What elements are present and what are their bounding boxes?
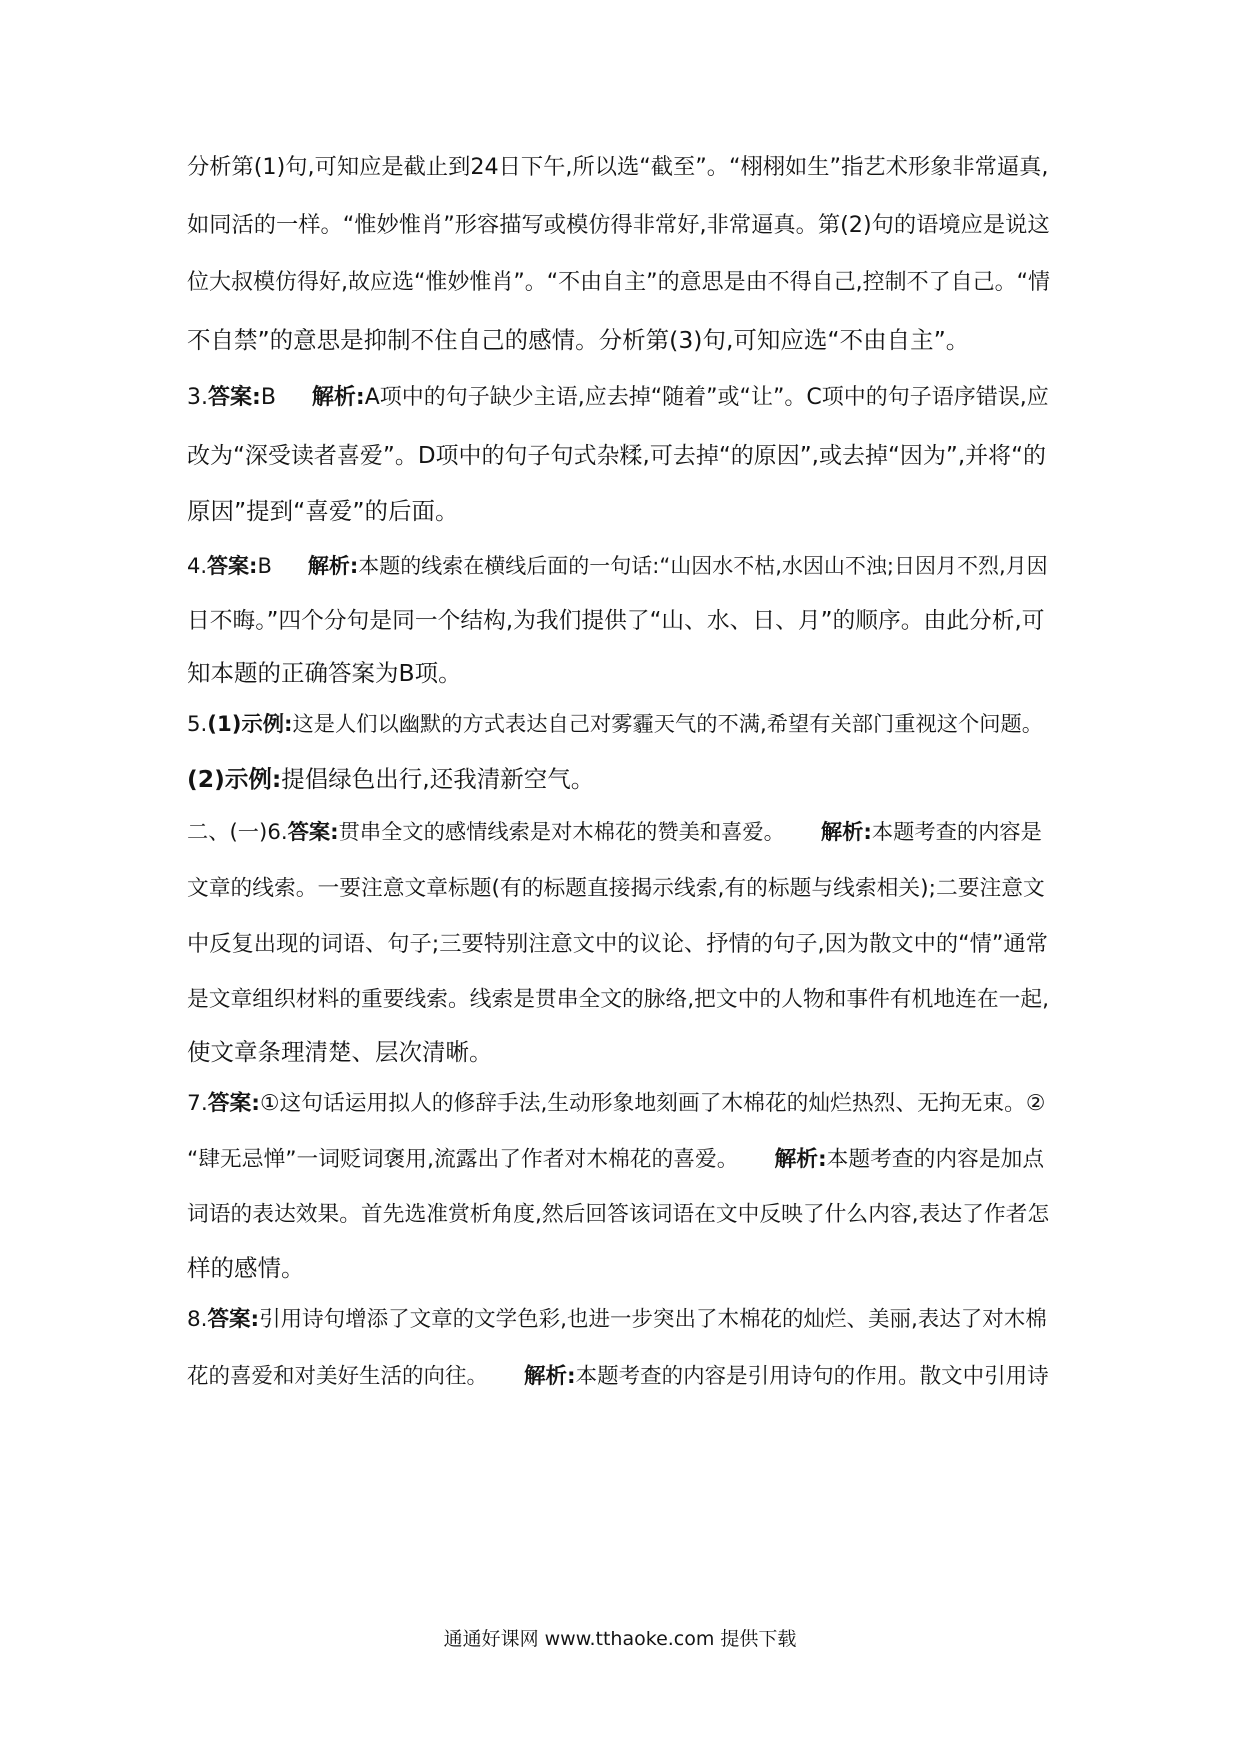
text-line bbox=[187, 1253, 305, 1283]
text-segment: 位大叔模仿得好,故应选“惟妙惟肖”。“不由自主”的意思是由不得自己,控制不了自己。“情 bbox=[187, 270, 1050, 295]
explanation-label: 解析: bbox=[524, 1364, 576, 1389]
text-segment: 本题考查的内容是加点 bbox=[826, 1147, 1045, 1172]
answer-6-line bbox=[187, 818, 1042, 848]
text-line bbox=[187, 1362, 1049, 1392]
text-line bbox=[187, 152, 1048, 182]
answer-value: B bbox=[257, 554, 272, 578]
text-segment: 这是人们以幽默的方式表达自己对雾霾天气的不满,希望有关部门重视这个问题。 bbox=[292, 712, 1044, 737]
text-line bbox=[187, 874, 1045, 904]
question-number: 3. bbox=[187, 385, 208, 410]
text-segment: 是文章组织材料的重要线索。线索是贯串全文的脉络,把文中的人物和事件有机地连在一起, bbox=[187, 987, 1050, 1012]
text-segment: 知本题的正确答案为B项。 bbox=[187, 659, 462, 687]
answer-4-line bbox=[187, 551, 1048, 581]
question-number: 4. bbox=[187, 554, 208, 578]
text-line bbox=[187, 1037, 493, 1067]
answer-7-line bbox=[187, 1089, 1045, 1119]
answer-label: 答案: bbox=[207, 1307, 260, 1332]
text-line bbox=[187, 658, 462, 688]
text-segment: 原因”提到“喜爱”的后面。 bbox=[187, 497, 459, 525]
text-segment: 本题考查的内容是 bbox=[871, 820, 1042, 845]
text-segment: 本题考查的内容是引用诗句的作用。散文中引用诗 bbox=[575, 1364, 1049, 1389]
text-segment: 使文章条理清楚、层次清晰。 bbox=[187, 1038, 493, 1066]
text-segment: 不自禁”的意思是抑制不住自己的感情。分析第(3)句,可知应选“不由自主”。 bbox=[187, 326, 970, 354]
text-segment: 文章的线索。一要注意文章标题(有的标题直接揭示线索,有的标题与线索相关);二要注意文 bbox=[187, 876, 1045, 901]
answer-value: B bbox=[260, 385, 276, 410]
text-line bbox=[187, 441, 1046, 471]
question-number: 8. bbox=[187, 1307, 208, 1332]
answer-label: 答案: bbox=[207, 1091, 260, 1116]
example-label: (1)示例: bbox=[207, 712, 293, 737]
text-line bbox=[187, 496, 459, 526]
text-segment: 提倡绿色出行,还我清新空气。 bbox=[281, 765, 595, 793]
text-line bbox=[187, 764, 594, 794]
answer-label: 答案: bbox=[208, 385, 261, 410]
text-segment: 中反复出现的词语、句子;三要特别注意文中的议论、抒情的句子,因为散文中的“情”通常 bbox=[187, 931, 1048, 957]
question-number: 7. bbox=[187, 1091, 208, 1116]
answer-5-line bbox=[187, 710, 1043, 740]
text-line bbox=[187, 1200, 1049, 1230]
text-segment: 本题的线索在横线后面的一句话:“山因水不枯,水因山不浊;日因月不烈,月因 bbox=[358, 554, 1048, 578]
text-segment: 如同活的一样。“惟妙惟肖”形容描写或模仿得非常好,非常逼真。第(2)句的语境应是说这 bbox=[187, 212, 1050, 238]
answer-label: 答案: bbox=[207, 554, 258, 578]
text-segment: 日不晦。”四个分句是同一个结构,为我们提供了“山、水、日、月”的顺序。由此分析,可 bbox=[187, 608, 1045, 634]
text-segment: “肆无忌惮”一词贬词褒用,流露出了作者对木棉花的喜爱。 bbox=[187, 1147, 739, 1172]
example-label: (2)示例: bbox=[187, 765, 282, 793]
text-line bbox=[187, 606, 1044, 636]
answer-label: 答案: bbox=[287, 820, 339, 845]
text-segment: 改为“深受读者喜爱”。D项中的句子句式杂糅,可去掉“的原因”,或去掉“因为”,并将“的 bbox=[187, 443, 1047, 469]
text-segment: 样的感情。 bbox=[187, 1254, 305, 1282]
text-segment: ①这句话运用拟人的修辞手法,生动形象地刻画了木棉花的灿烂热烈、无拘无束。② bbox=[259, 1091, 1046, 1116]
text-segment: 引用诗句增添了文章的文学色彩,也进一步突出了木棉花的灿烂、美丽,表达了对木棉 bbox=[259, 1307, 1047, 1332]
question-number: 5. bbox=[187, 712, 208, 737]
explanation-label: 解析: bbox=[311, 385, 365, 410]
answer-8-line bbox=[187, 1305, 1047, 1335]
page-footer: 通通好课网 www.tthaoke.com 提供下载 bbox=[443, 1628, 797, 1650]
text-line bbox=[187, 268, 1050, 298]
text-line bbox=[187, 1145, 1044, 1175]
text-line bbox=[187, 325, 969, 355]
explanation-label: 解析: bbox=[307, 554, 359, 578]
text-segment: 分析第(1)句,可知应是截止到24日下午,所以选“截至”。“栩栩如生”指艺术形象非常逼真, bbox=[187, 154, 1049, 180]
explanation-label: 解析: bbox=[820, 820, 872, 845]
answer-3-line bbox=[187, 383, 1049, 413]
text-segment: A项中的句子缺少主语,应去掉“随着”或“让”。C项中的句子语序错误,应 bbox=[364, 385, 1049, 410]
text-segment: 词语的表达效果。首先选准赏析角度,然后回答该词语在文中反映了什么内容,表达了作者怎 bbox=[187, 1202, 1050, 1227]
question-number: 二、(一)6. bbox=[187, 820, 288, 845]
text-line bbox=[187, 929, 1048, 959]
explanation-label: 解析: bbox=[774, 1147, 827, 1172]
answer-value: 贯串全文的感情线索是对木棉花的赞美和喜爱。 bbox=[338, 820, 785, 845]
text-line bbox=[187, 985, 1049, 1015]
text-line bbox=[187, 210, 1050, 240]
text-segment: 花的喜爱和对美好生活的向往。 bbox=[187, 1364, 489, 1389]
